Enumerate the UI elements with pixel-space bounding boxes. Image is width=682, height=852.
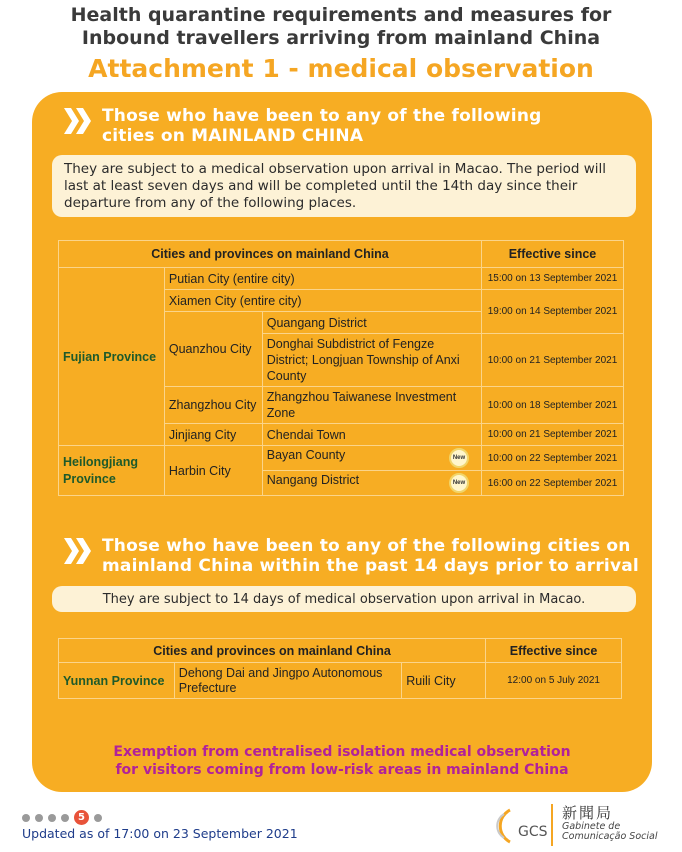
page-dot[interactable] xyxy=(61,814,69,822)
section1-note: They are subject to a medical observation upon arrival in Macao. The period will last at least seven days and will be completed until the 14th day since their departure from any of the following places. xyxy=(52,155,636,217)
section1-table xyxy=(58,240,624,496)
effective-zhangzhou: 10:00 on 18 September 2021 xyxy=(481,387,623,424)
exemption-line1: Exemption from centralised isolation medical observation xyxy=(113,744,571,760)
logo-portuguese-name xyxy=(562,822,657,842)
page-dot[interactable] xyxy=(35,814,43,822)
section2-table xyxy=(58,638,622,699)
logo-pt-line1: Gabinete de xyxy=(562,821,621,832)
col-header-cities: Cities and provinces on mainland China xyxy=(59,241,482,268)
updated-timestamp: Updated as of 17:00 on 23 September 2021 xyxy=(22,826,298,841)
new-badge: New xyxy=(449,448,469,468)
page-dot-current[interactable]: 5 xyxy=(74,810,89,825)
table-header-row xyxy=(59,241,624,268)
city-zhangzhou: Zhangzhou City xyxy=(164,387,262,424)
effective-putian: 15:00 on 13 September 2021 xyxy=(481,268,623,290)
area-donghai: Donghai Subdistrict of Fengze District; Longjuan Township of Anxi County xyxy=(262,334,481,387)
area-quangang: Quangang District xyxy=(262,312,481,334)
city-putian: Putian City (entire city) xyxy=(164,268,481,290)
page-title-line1: Health quarantine requirements and measures for xyxy=(70,4,612,26)
section2-note: They are subject to 14 days of medical observation upon arrival in Macao. xyxy=(52,586,636,612)
province-fujian: Fujian Province xyxy=(59,268,165,446)
table-header-row xyxy=(59,639,622,663)
logo-chinese-name: 新聞局 xyxy=(562,804,614,822)
page-dot[interactable] xyxy=(22,814,30,822)
area-bayan-cell xyxy=(262,446,481,471)
city-xiamen: Xiamen City (entire city) xyxy=(164,290,481,312)
logo-pt-line2: Comunicação Social xyxy=(562,831,658,842)
effective-xiamen: 19:00 on 14 September 2021 xyxy=(481,290,623,334)
double-chevron-icon xyxy=(62,106,94,136)
area-bayan: Bayan County xyxy=(266,448,346,462)
col-header-cities: Cities and provinces on mainland China xyxy=(59,639,486,663)
city-jinjiang: Jinjiang City xyxy=(164,424,262,446)
page-dot[interactable] xyxy=(48,814,56,822)
section2-title-line1: Those who have been to any of the following cities on xyxy=(102,536,631,556)
col-header-effective: Effective since xyxy=(486,639,622,663)
page-dot[interactable] xyxy=(94,814,102,822)
table-row xyxy=(59,663,622,699)
section2-title-line2: mainland China within the past 14 days prior to arrival xyxy=(102,556,639,576)
effective-ruili: 12:00 on 5 July 2021 xyxy=(486,663,622,699)
double-chevron-icon xyxy=(62,536,94,566)
page-indicator xyxy=(22,810,107,825)
city-ruili: Ruili City xyxy=(402,663,486,699)
page-subtitle: Attachment 1 - medical observation xyxy=(88,54,594,83)
province-heilongjiang: Heilongjiang Province xyxy=(59,446,165,496)
effective-bayan: 10:00 on 22 September 2021 xyxy=(481,446,623,471)
area-zhangzhou: Zhangzhou Taiwanese Investment Zone xyxy=(262,387,481,424)
page-title-line2: Inbound travellers arriving from mainland China xyxy=(81,27,601,49)
effective-nangang: 16:00 on 22 September 2021 xyxy=(481,471,623,496)
gcs-logo xyxy=(496,802,676,848)
area-dehong: Dehong Dai and Jingpo Autonomous Prefecture xyxy=(174,663,401,699)
new-badge: New xyxy=(449,473,469,493)
area-chendai: Chendai Town xyxy=(262,424,481,446)
section1-title-line1: Those who have been to any of the following xyxy=(102,106,542,126)
exemption-line2: for visitors coming from low-risk areas in mainland China xyxy=(115,762,569,778)
area-nangang-cell xyxy=(262,471,481,496)
area-nangang: Nangang District xyxy=(266,473,360,487)
effective-quanzhou: 10:00 on 21 September 2021 xyxy=(481,334,623,387)
gcs-logo-mark xyxy=(496,802,558,848)
city-harbin: Harbin City xyxy=(164,446,262,496)
effective-jinjiang: 10:00 on 21 September 2021 xyxy=(481,424,623,446)
section2-heading xyxy=(62,536,639,576)
table-row xyxy=(59,268,624,290)
section1-title-line2: cities on MAINLAND CHINA xyxy=(102,126,364,146)
table-row xyxy=(59,446,624,471)
city-quanzhou: Quanzhou City xyxy=(164,312,262,387)
exemption-link[interactable] xyxy=(32,743,652,779)
page-header xyxy=(0,4,682,86)
province-yunnan: Yunnan Province xyxy=(59,663,175,699)
gcs-logo-letters: GCS xyxy=(518,824,548,840)
col-header-effective: Effective since xyxy=(481,241,623,268)
section1-heading xyxy=(62,106,542,146)
